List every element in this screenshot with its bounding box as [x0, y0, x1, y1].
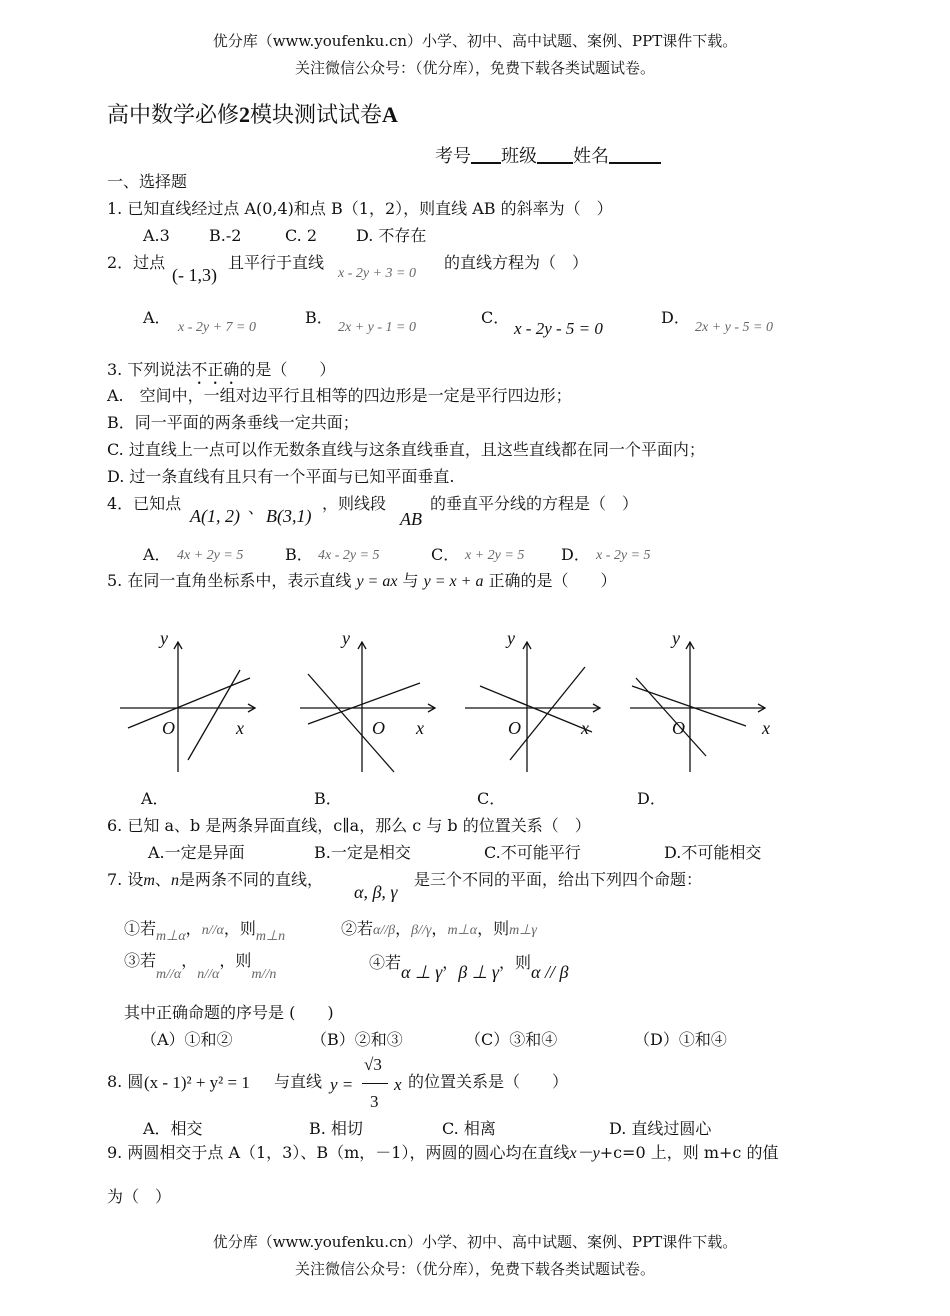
graph-a-x-label: x — [236, 718, 244, 738]
q8-pre: 8. 圆 — [107, 1072, 144, 1091]
q4-label-a: A． — [143, 545, 171, 564]
q3-option-c: C. 过直线上一点可以作无数条直线与这条直线垂直，且这些直线都在同一个平面内； — [107, 440, 705, 459]
q7-pre: 7. 设m、n是两条不同的直线， — [107, 870, 323, 889]
q4-option-a: 4x + 2y = 5 — [177, 548, 244, 563]
exam-no-blank[interactable] — [471, 146, 501, 164]
q4-option-b: 4x - 2y = 5 — [318, 548, 380, 563]
graph-c-line-2 — [510, 667, 585, 760]
q2-option-b: 2x + y - 1 = 0 — [338, 320, 416, 335]
q7-post: 是三个不同的平面，给出下列四个命题： — [414, 870, 703, 889]
q6-option-b: B.一定是相交 — [314, 843, 411, 862]
q9-line-2: 为（ ） — [107, 1187, 172, 1206]
graph-b-y-label: y — [342, 628, 350, 648]
q4-point-b: B(3,1) — [266, 506, 312, 526]
q8-fraction-bar — [362, 1083, 388, 1084]
q8-line-y: y = — [330, 1075, 354, 1094]
q1-option-d: D. 不存在 — [356, 226, 427, 245]
q9-line-1: 9. 两圆相交于点 A（1，3）、B（m，－1），两圆的圆心均在直线x－y+c=0 上，则 m+c 的值 — [107, 1143, 779, 1162]
q1-option-a: A.3 — [143, 226, 170, 245]
q8-option-c: C. 相离 — [442, 1119, 496, 1138]
q6-option-d: D.不可能相交 — [664, 843, 762, 862]
q8-denominator: 3 — [370, 1092, 379, 1111]
q3-option-d: D. 过一条直线有且只有一个平面与已知平面垂直. — [107, 467, 455, 486]
graph-b-origin: O — [372, 718, 385, 738]
class-label: 班级 — [501, 146, 537, 167]
q7-ask: 其中正确命题的序号是 ( ) — [124, 1003, 334, 1022]
q2-label-a: A． — [143, 308, 171, 327]
name-label: 姓名 — [573, 146, 609, 167]
footer-line-2: 关注微信公众号：（优分库），免费下载各类试题试卷。 — [294, 1260, 655, 1278]
q3-option-b: B．同一平面的两条垂线一定共面； — [107, 413, 359, 432]
q4-segment: AB — [400, 509, 422, 529]
q8-option-a: A．相交 — [143, 1119, 203, 1138]
graph-d — [630, 642, 765, 772]
q4-point-a: A(1, 2) — [190, 506, 240, 526]
q2-option-a: x - 2y + 7 = 0 — [178, 320, 256, 335]
q7-proposition-1: ①若m⊥α，n//α，则m⊥n — [124, 919, 286, 944]
graph-d-origin: O — [672, 718, 685, 738]
graph-a — [120, 642, 255, 772]
q6-stem: 6. 已知 a、b 是两条异面直线，c∥a，那么 c 与 b 的位置关系（ ） — [107, 816, 591, 835]
graph-c — [465, 642, 600, 772]
q4-option-c: x + 2y = 5 — [465, 548, 525, 563]
q6-option-a: A.一定是异面 — [148, 843, 245, 862]
q5-stem: 5. 在同一直角坐标系中，表示直线 y = ax 与 y = x + a 正确的是（ ） — [107, 571, 617, 590]
q7-option-a: （A）①和② — [141, 1030, 233, 1049]
q4-label-c: C． — [431, 545, 460, 564]
header-line-1: 优分库（www.youfenku.cn）小学、初中、高中试题、案例、PPT课件下载。 — [212, 32, 738, 50]
q2-label-b: B． — [305, 308, 333, 327]
graph-d-y-label: y — [672, 628, 680, 648]
q3-option-a: A. 空间中，一组对边平行且相等的四边形是一定是平行四边形； — [107, 386, 572, 405]
q3-stem: 3. 下列说法不正确的是（ ） — [107, 360, 336, 379]
q2-point: (- 1,3) — [172, 265, 217, 285]
q4-post: 的垂直平分线的方程是（ ） — [430, 494, 639, 513]
q2-option-c: x - 2y - 5 = 0 — [514, 319, 603, 338]
q4-sep: 、 — [248, 498, 265, 517]
q2-line: x - 2y + 3 = 0 — [338, 266, 416, 281]
q2-option-d: 2x + y - 5 = 0 — [695, 320, 773, 335]
q1-option-c: C. 2 — [285, 226, 318, 245]
q2-pre: 2．过点 — [107, 253, 166, 272]
q8-option-b: B. 相切 — [309, 1119, 363, 1138]
q5-label-c: C． — [477, 789, 506, 808]
q8-circle: (x - 1)² + y² = 1 — [144, 1073, 250, 1092]
graph-c-x-label: x — [581, 718, 589, 738]
q2-label-c: C． — [481, 308, 510, 327]
q5-label-a: A． — [141, 789, 169, 808]
graph-b-line-2 — [308, 683, 420, 724]
q8-option-d: D. 直线过圆心 — [609, 1119, 712, 1138]
graph-d-line-2 — [632, 686, 746, 726]
q7-option-c: （C）③和④ — [465, 1030, 558, 1049]
exam-no-label: 考号 — [435, 146, 471, 167]
graph-a-line-2 — [188, 670, 240, 760]
name-blank[interactable] — [609, 146, 661, 164]
q7-proposition-3: ③若m//α，n//α，则m//n — [124, 951, 277, 982]
class-blank[interactable] — [537, 146, 573, 164]
graph-c-origin: O — [508, 718, 521, 738]
q7-proposition-2: ②若α//β，β//γ，m⊥α，则m⊥γ — [341, 919, 537, 938]
q8-mid: 与直线 — [274, 1072, 323, 1091]
q7-proposition-4: ④若α ⊥ γ，β ⊥ γ，则α // β — [369, 953, 569, 982]
q1-option-b: B.-2 — [209, 226, 242, 245]
graph-d-line-1 — [636, 678, 706, 756]
q2-mid: 且平行于直线 — [228, 253, 325, 272]
q5-label-b: B． — [314, 789, 342, 808]
graph-b-x-label: x — [416, 718, 424, 738]
graph-b — [300, 642, 435, 772]
graph-d-x-label: x — [762, 718, 770, 738]
q4-pre: 4．已知点 — [107, 494, 182, 513]
q5-label-d: D． — [637, 789, 666, 808]
q4-label-d: D． — [561, 545, 590, 564]
q7-option-b: （B）②和③ — [311, 1030, 403, 1049]
page-title: 高中数学必修2模块测试试卷A — [107, 102, 398, 128]
q7-planes: α, β, γ — [354, 882, 398, 902]
graph-a-origin: O — [162, 718, 175, 738]
q1-stem: 1. 已知直线经过点 A(0,4)和点 B（1，2），则直线 AB 的斜率为（ ） — [107, 199, 613, 218]
q6-option-c: C.不可能平行 — [484, 843, 581, 862]
q8-line-x: x — [394, 1075, 402, 1094]
q2-post: 的直线方程为（ ） — [444, 253, 589, 272]
q8-numerator: √3 — [364, 1055, 382, 1074]
q7-option-d: （D）①和④ — [634, 1030, 727, 1049]
q4-mid: ，则线段 — [322, 494, 387, 513]
section-heading: 一、选择题 — [107, 172, 188, 191]
header-line-2: 关注微信公众号：（优分库），免费下载各类试题试卷。 — [294, 59, 655, 77]
graph-c-line-1 — [480, 686, 592, 732]
q8-post: 的位置关系是（ ） — [408, 1072, 569, 1091]
exam-info — [435, 146, 661, 166]
footer-line-1: 优分库（www.youfenku.cn）小学、初中、高中试题、案例、PPT课件下载。 — [212, 1233, 738, 1251]
q2-label-d: D． — [661, 308, 690, 327]
q4-option-d: x - 2y = 5 — [596, 548, 651, 563]
q4-label-b: B． — [285, 545, 313, 564]
graph-c-y-label: y — [507, 628, 515, 648]
q5-graphs — [0, 600, 950, 790]
graph-a-y-label: y — [160, 628, 168, 648]
